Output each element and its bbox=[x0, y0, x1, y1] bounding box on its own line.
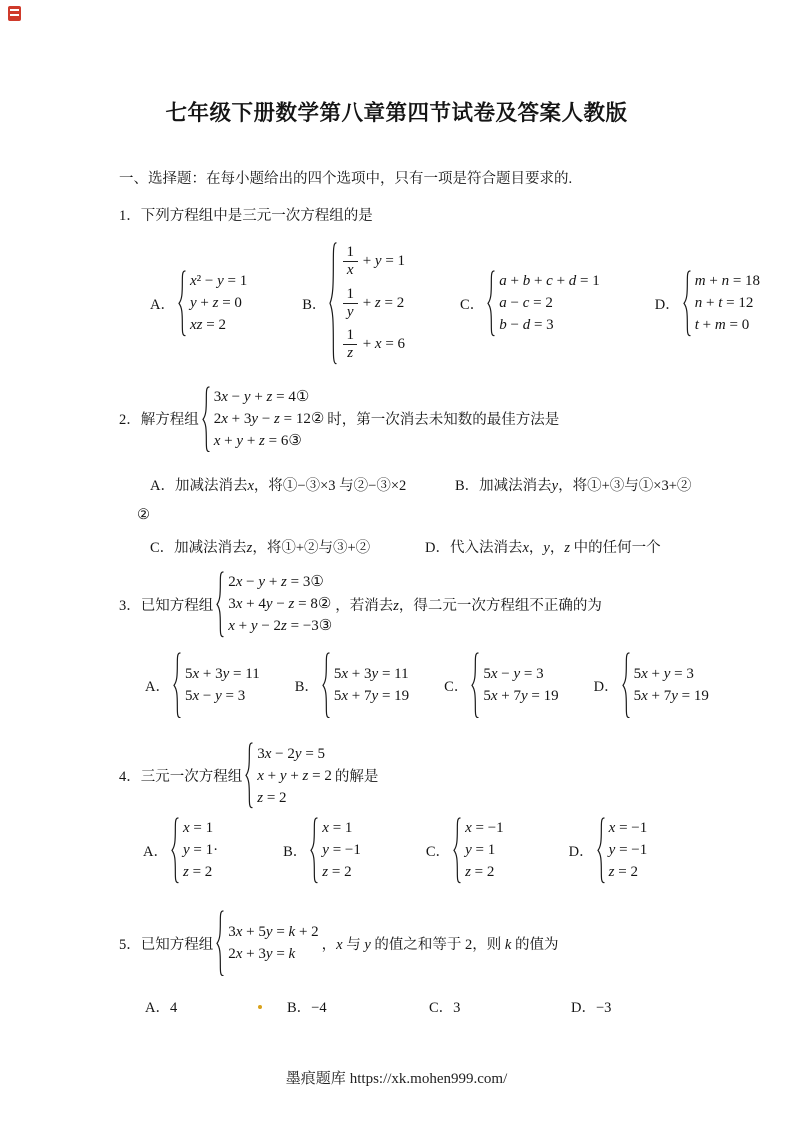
option-b bbox=[302, 241, 408, 366]
option-label: C． bbox=[150, 540, 175, 557]
q3-options bbox=[145, 652, 709, 719]
option-text: 代入法消去x，y，z 中的任何一个 bbox=[449, 540, 661, 557]
q2-stem-pre: 2．解方程组 bbox=[119, 412, 199, 429]
equation-system bbox=[453, 817, 504, 884]
equation-line: b − d = 3 bbox=[499, 317, 554, 334]
option-text: −3 bbox=[595, 1000, 612, 1017]
option-c bbox=[460, 270, 603, 337]
question-1 bbox=[119, 204, 761, 366]
equation-line: 2x + 3y = k bbox=[228, 946, 296, 963]
footer bbox=[0, 1067, 793, 1088]
q4-stem-pre: 4．三元一次方程组 bbox=[119, 769, 243, 786]
option-label: D． bbox=[568, 843, 594, 860]
equation-lines bbox=[605, 817, 648, 884]
equation-line: $\frac{1}{z}$ + x = 6 bbox=[341, 324, 405, 366]
document-body bbox=[0, 167, 793, 1017]
option-d bbox=[569, 817, 651, 884]
equation-line: x = 1 bbox=[322, 820, 353, 837]
equation-line: 5x + y = 3 bbox=[633, 666, 694, 683]
option-label: D． bbox=[571, 1000, 596, 1017]
fraction: $\frac{1}{x}$ bbox=[342, 244, 358, 280]
equation-lines bbox=[318, 817, 361, 884]
equation-system bbox=[322, 652, 409, 719]
equation-lines bbox=[210, 386, 325, 453]
equation-line: 3x + 4y − z = 8② bbox=[228, 596, 332, 613]
equation-lines bbox=[461, 817, 504, 884]
equation-system bbox=[471, 652, 558, 719]
fraction: $\frac{1}{z}$ bbox=[342, 327, 358, 363]
option-label: C． bbox=[425, 843, 451, 860]
q2-options-row-1 bbox=[150, 474, 692, 495]
left-brace-icon bbox=[202, 386, 210, 453]
equation-line: 2x − y + z = 3① bbox=[228, 574, 324, 591]
option-a bbox=[145, 652, 263, 719]
option-d bbox=[425, 536, 661, 557]
equation-line: 3x − 2y = 5 bbox=[257, 745, 326, 762]
q3-stem-pre: 3．已知方程组 bbox=[119, 597, 214, 614]
option-c bbox=[150, 536, 425, 557]
equation-lines bbox=[479, 652, 558, 719]
option-text: 加减法消去z，将①+②与③+② bbox=[174, 540, 371, 557]
q1-stem: 1．下列方程组中是三元一次方程组的是 bbox=[119, 208, 373, 224]
equation-lines bbox=[224, 571, 332, 638]
q4-stem-post: 的解是 bbox=[334, 769, 379, 786]
option-c bbox=[444, 652, 561, 719]
equation-system bbox=[171, 817, 218, 884]
q5-stem bbox=[119, 910, 683, 977]
q2-option-b-wrap: ② bbox=[137, 507, 150, 524]
equation-line: 5x − y = 3 bbox=[184, 688, 246, 705]
option-d bbox=[655, 270, 763, 337]
equation-line: n + t = 12 bbox=[694, 295, 754, 312]
option-label: B． bbox=[294, 678, 319, 695]
option-d bbox=[594, 652, 712, 719]
equation-line: 2x + 3y − z = 12② bbox=[213, 410, 325, 427]
equation-system bbox=[329, 241, 405, 366]
q2-stem bbox=[119, 386, 683, 453]
option-label: B． bbox=[455, 478, 480, 495]
q2-stem-post: 时，第一次消去未知数的最佳方法是 bbox=[327, 412, 560, 429]
option-label: D． bbox=[593, 678, 619, 695]
equation-line: y = −1 bbox=[322, 842, 361, 859]
equation-line: y = 1 bbox=[465, 842, 496, 859]
option-a bbox=[143, 817, 221, 884]
left-brace-icon bbox=[329, 241, 337, 366]
left-brace-icon bbox=[322, 652, 330, 719]
option-text: 加减法消去x，将①−③×3 与②−③×2 bbox=[174, 478, 407, 495]
equation-lines bbox=[630, 652, 709, 719]
equation-line: $\frac{1}{x}$ + y = 1 bbox=[341, 241, 405, 283]
option-text: −4 bbox=[311, 1000, 327, 1017]
equation-line: y + z = 0 bbox=[189, 295, 242, 312]
equation-system bbox=[173, 652, 260, 719]
equation-system bbox=[216, 910, 318, 977]
equation-system bbox=[216, 571, 332, 638]
equation-lines bbox=[495, 270, 600, 337]
left-brace-icon bbox=[683, 270, 691, 337]
equation-line: 3x + 5y = k + 2 bbox=[228, 924, 319, 941]
left-brace-icon bbox=[171, 817, 179, 884]
q4-options bbox=[143, 817, 683, 884]
page-title: 七年级下册数学第八章第四节试卷及答案人教版 bbox=[165, 101, 628, 125]
option-label: C． bbox=[460, 296, 485, 313]
q4-stem bbox=[119, 742, 683, 809]
equation-lines bbox=[253, 742, 332, 809]
option-label: C． bbox=[444, 678, 469, 695]
q5-stem-pre: 5．已知方程组 bbox=[119, 936, 214, 953]
equation-system bbox=[622, 652, 709, 719]
section-header: 一、选择题：在每小题给出的四个选项中，只有一项是符合题目要求的. bbox=[119, 171, 573, 187]
equation-line: y = −1 bbox=[608, 842, 648, 859]
left-brace-icon bbox=[310, 817, 318, 884]
option-text: 加减法消去y，将①+③与①×3+② bbox=[479, 478, 692, 495]
option-label: A． bbox=[150, 296, 175, 313]
footer-url: https://xk.mohen999.com/ bbox=[349, 1071, 508, 1087]
option-a bbox=[150, 474, 455, 495]
fraction: $\frac{1}{y}$ bbox=[342, 286, 358, 322]
left-brace-icon bbox=[471, 652, 479, 719]
equation-lines bbox=[186, 270, 247, 337]
equation-line: x = −1 bbox=[465, 820, 504, 837]
equation-line: a − c = 2 bbox=[499, 295, 553, 312]
option-a bbox=[150, 270, 250, 337]
option-label: D． bbox=[425, 540, 450, 557]
equation-line: xz = 2 bbox=[189, 317, 226, 334]
equation-line: x = 1 bbox=[182, 820, 214, 837]
watermark-icon bbox=[8, 6, 21, 21]
option-b bbox=[295, 652, 412, 719]
equation-line: 3x − y + z = 4① bbox=[213, 388, 310, 405]
equation-line: z = 2 bbox=[257, 789, 287, 806]
equation-line: m + n = 18 bbox=[694, 273, 761, 290]
equation-lines bbox=[337, 241, 405, 366]
option-b bbox=[287, 996, 429, 1017]
option-b bbox=[455, 474, 691, 495]
equation-line: 5x + 7y = 19 bbox=[633, 688, 709, 705]
equation-lines bbox=[224, 910, 318, 977]
left-brace-icon bbox=[245, 742, 253, 809]
option-c bbox=[426, 817, 507, 884]
left-brace-icon bbox=[453, 817, 461, 884]
equation-line: z = 2 bbox=[322, 864, 352, 881]
equation-line: x + y + z = 6③ bbox=[213, 432, 302, 449]
equation-line: 5x + 3y = 11 bbox=[184, 666, 260, 683]
question-5 bbox=[119, 910, 683, 1018]
equation-system bbox=[245, 742, 332, 809]
option-b bbox=[283, 817, 364, 884]
left-brace-icon bbox=[178, 270, 186, 337]
equation-line: 5x + 3y = 11 bbox=[333, 666, 409, 683]
footer-site-name: 墨痕题库 bbox=[285, 1071, 346, 1087]
q2-options-row-2 bbox=[150, 536, 683, 557]
equation-lines bbox=[179, 817, 218, 884]
equation-system bbox=[487, 270, 600, 337]
equation-lines bbox=[181, 652, 260, 719]
question-2 bbox=[119, 386, 692, 558]
left-brace-icon bbox=[622, 652, 630, 719]
q1-options bbox=[150, 241, 761, 366]
equation-line: x = −1 bbox=[608, 820, 648, 837]
option-label: A． bbox=[145, 678, 170, 695]
equation-system bbox=[178, 270, 247, 337]
equation-system bbox=[597, 817, 648, 884]
option-label: D． bbox=[654, 296, 680, 313]
q3-stem-post: ，若消去z，得二元一次方程组不正确的为 bbox=[335, 597, 602, 614]
equation-line: x + y + z = 2 bbox=[257, 767, 332, 784]
equation-line: y = 1· bbox=[182, 842, 219, 859]
equation-line: z = 2 bbox=[608, 864, 638, 881]
left-brace-icon bbox=[216, 571, 224, 638]
equation-system bbox=[683, 270, 760, 337]
left-brace-icon bbox=[173, 652, 181, 719]
equation-line: 5x + 7y = 19 bbox=[333, 688, 410, 705]
equation-line: $\frac{1}{y}$ + z = 2 bbox=[341, 283, 405, 325]
option-label: A． bbox=[150, 478, 175, 495]
option-a bbox=[145, 996, 287, 1017]
equation-system bbox=[202, 386, 325, 453]
q5-stem-post: ，x 与 y 的值之和等于 2，则 k 的值为 bbox=[321, 936, 559, 953]
option-label: B． bbox=[287, 1000, 312, 1017]
option-label: C． bbox=[429, 1000, 454, 1017]
equation-line: 5x − y = 3 bbox=[483, 666, 544, 683]
left-brace-icon bbox=[487, 270, 495, 337]
left-brace-icon bbox=[597, 817, 605, 884]
equation-lines bbox=[330, 652, 409, 719]
question-3 bbox=[119, 571, 709, 718]
left-brace-icon bbox=[216, 910, 224, 977]
equation-system bbox=[310, 817, 361, 884]
equation-line: a + b + c + d = 1 bbox=[499, 273, 600, 290]
option-d bbox=[571, 996, 713, 1017]
option-text: 3 bbox=[453, 1000, 461, 1017]
equation-line: z = 2 bbox=[465, 864, 495, 881]
equation-line: 5x + 7y = 19 bbox=[483, 688, 559, 705]
option-label: B． bbox=[283, 843, 308, 860]
option-label: B． bbox=[302, 296, 327, 313]
q3-stem bbox=[119, 571, 683, 638]
equation-lines bbox=[691, 270, 760, 337]
option-label: A． bbox=[145, 1000, 170, 1017]
equation-line: t + m = 0 bbox=[694, 317, 750, 334]
option-text: 4 bbox=[169, 1000, 178, 1017]
question-4 bbox=[119, 742, 683, 883]
q5-options bbox=[145, 996, 683, 1017]
equation-line: x² − y = 1 bbox=[189, 273, 248, 290]
equation-line: x + y − 2z = −3③ bbox=[228, 618, 333, 635]
option-label: A． bbox=[143, 843, 168, 860]
option-c bbox=[429, 996, 571, 1017]
equation-line: z = 2 bbox=[182, 864, 213, 881]
